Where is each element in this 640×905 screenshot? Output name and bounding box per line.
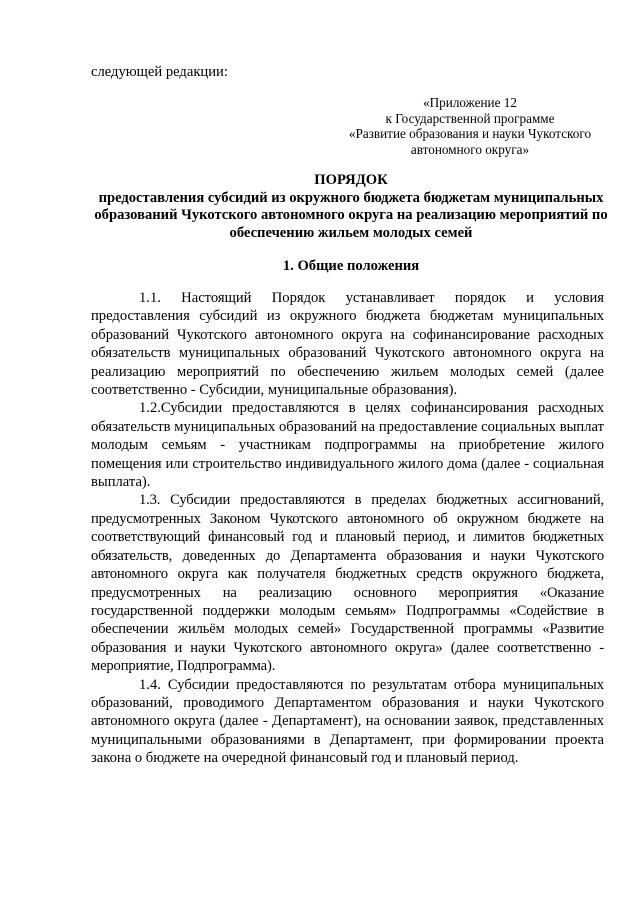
paragraph-1-2: 1.2.Субсидии предоставляются в целях софинансирования расходных обязательств муниципальных образований на предоставление социальных выплат молодым семьям - участникам подпрограммы на приобретение жилого помещения или строительство индивидуального жилого дома (далее - социальная выплата).: [91, 400, 604, 491]
paragraph-1-1: 1.1. Настоящий Порядок устанавливает порядок и условия предоставления субсидий из окружного бюджета бюджетам муниципальных образований Чукотского автономного округа на софинансирование расходных обязательств муниципальных образований Чукотского автономного округа на реализацию мероприятий по обеспечению жильем молодых семей (далее соответственно - Субсидии, муниципальные образования).: [91, 290, 604, 399]
title-heading: ПОРЯДОК: [314, 172, 388, 188]
document-title: [91, 172, 611, 242]
paragraph-1-3: 1.3. Субсидии предоставляются в пределах бюджетных ассигнований, предусмотренных Законом Чукотского автономного об окружном бюджете на соответствующий финансовый год и плановый период, и лимитов бюджетных обязательств, доведенных до Департамента образования и науки Чукотского автономного округа как получателя бюджетных средств окружного бюджета, предусмотренных на реализацию основного мероприятия «Оказание государственной поддержки молодым семьям» Подпрограммы «Содействие в обеспечении жильём молодых семей» Государственной программы «Развитие образования и науки Чукотского автономного округа» (далее соответственно - мероприятие, Подпрограмма).: [91, 492, 604, 675]
paragraph-1-4: 1.4. Субсидии предоставляются по результатам отбора муниципальных образований, проводимого Департаментом образования и науки Чукотского автономного округа (далее - Департамент), на основании заявок, представленных муниципальными образованиями в Департамент, при формировании проекта закона о бюджете на очередной финансовый год и плановый период.: [91, 676, 604, 767]
appendix-line: автономного округа»: [410, 141, 530, 157]
intro-text: следующей редакции:: [91, 64, 228, 80]
appendix-line: «Приложение 12: [423, 95, 517, 110]
appendix-reference: [330, 95, 610, 157]
title-subtitle: предоставления субсидий из окружного бюджета бюджетам муниципальных образований Чукотского автономного округа на реализацию мероприятий по обеспечению жильем молодых семей: [94, 189, 608, 241]
section-heading: 1. Общие положения: [282, 258, 420, 274]
appendix-line: к Государственной программе: [385, 110, 555, 126]
section-body: [91, 289, 604, 768]
appendix-line: «Развитие образования и науки Чукотского: [348, 126, 592, 142]
